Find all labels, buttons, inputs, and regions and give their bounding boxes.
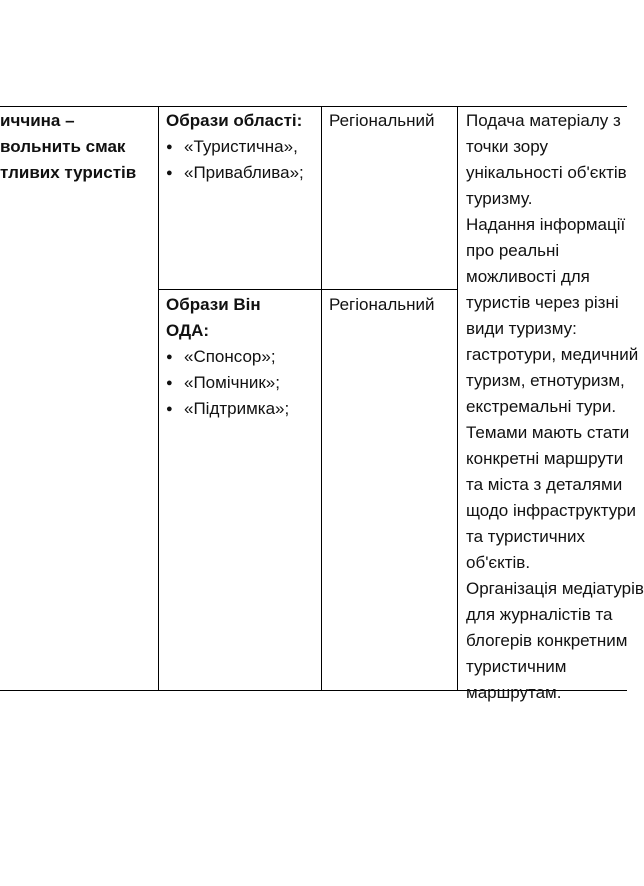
description-line: щодо інфраструктури	[466, 501, 636, 520]
oda-level-cell	[329, 292, 456, 322]
description-line: блогерів конкретним	[466, 631, 628, 650]
description-line: туристів через різні	[466, 293, 619, 312]
goal-cell	[0, 108, 157, 188]
description-line: можливості для	[466, 267, 590, 286]
description-line: та туристичних	[466, 527, 586, 546]
description-cell	[466, 108, 644, 702]
description-line: унікальності об'єктів	[466, 163, 627, 182]
description-line: туристичним	[466, 657, 567, 676]
description-line: Організація медіатурів	[466, 579, 644, 598]
oda-image-item: ● «Спонсор»;	[166, 344, 318, 370]
region-images-heading: Образи області:	[166, 111, 303, 130]
row-divider	[158, 289, 457, 290]
description-line: про реальні	[466, 241, 560, 260]
description-line: Подача матеріалу з	[466, 111, 621, 130]
oda-image-item: ● «Підтримка»;	[166, 396, 318, 422]
region-image-item: ● «Приваблива»;	[166, 160, 318, 186]
description-line: екстремальні тури.	[466, 397, 617, 416]
region-level: Регіональний	[329, 111, 435, 130]
goal-line-1: иччина –	[0, 111, 75, 130]
description-line: Надання інформації	[466, 215, 626, 234]
description-line: точки зору	[466, 137, 549, 156]
region-level-cell	[329, 108, 456, 138]
description-line: Темами мають стати	[466, 423, 630, 442]
description-line: туризм, етнотуризм,	[466, 371, 625, 390]
column-divider-1	[158, 106, 159, 691]
goal-line-2: вольнить смак	[0, 137, 126, 156]
oda-images-cell	[166, 292, 318, 492]
column-divider-2	[321, 106, 322, 691]
goal-line-3: тливих туристів	[0, 163, 137, 182]
description-line: види туризму:	[466, 319, 577, 338]
description-line: для журналістів та	[466, 605, 613, 624]
description-line: туризму.	[466, 189, 533, 208]
description-line: конкретні маршрути	[466, 449, 624, 468]
table-top-border	[0, 106, 627, 107]
description-line: об'єктів.	[466, 553, 531, 572]
oda-images-heading: Образи Він ОДА:	[166, 295, 261, 340]
description-line: та міста з деталями	[466, 475, 623, 494]
region-images-cell	[166, 108, 318, 288]
description-line: маршрутам.	[466, 683, 562, 702]
description-line: гастротури, медичний	[466, 345, 639, 364]
region-image-item: ● «Туристична»,	[166, 134, 318, 160]
oda-level: Регіональний	[329, 295, 435, 314]
column-divider-3	[457, 106, 458, 691]
oda-image-item: ● «Помічник»;	[166, 370, 318, 396]
